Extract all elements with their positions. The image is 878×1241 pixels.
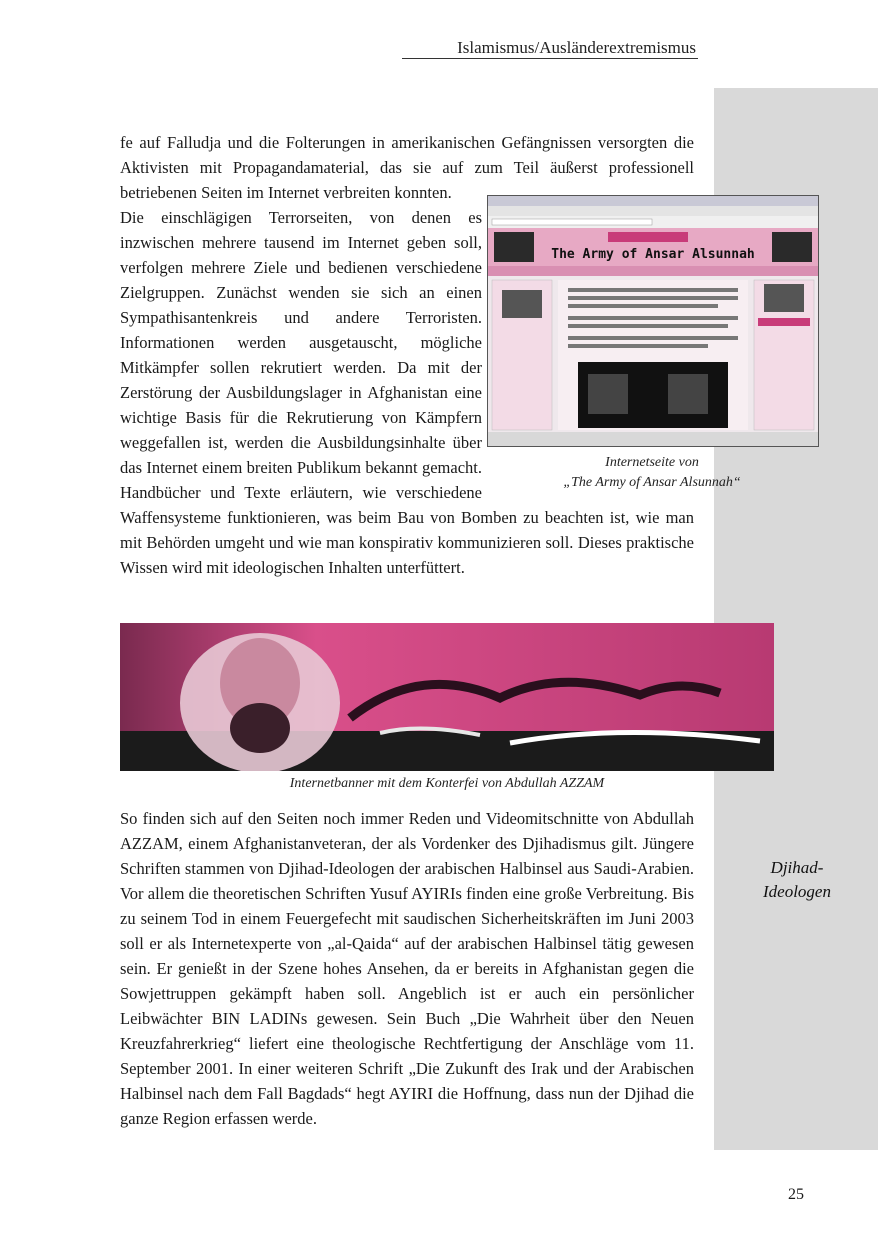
- margin-note: [724, 856, 870, 904]
- figure-1-caption-line1: Internetseite von: [605, 455, 699, 470]
- margin-note-line2: Ideologen: [763, 882, 831, 901]
- figure-2-caption: Internetbanner mit dem Konterfei von Abdullah AZZAM: [289, 776, 605, 791]
- margin-note-line1: Djihad-: [770, 858, 824, 877]
- paragraph-3: So finden sich auf den Seiten noch immer Reden und Videomitschnitte von Abdullah AZZAM, einem Afghanistanveteran, der als Vordenker des Djihadismus gilt. Jüngere Schriften stammen von Djihad-Ideologen der arabischen Halbinsel aus Saudi-Arabien. Vor allem die theoretischen Schriften Yusuf AYIRIs finden eine große Verbreitung. Bis zu seinem Tod in einem Feuergefecht mit saudischen Sicherheitskräften im Juni 2003 soll er als Internetexperte von „al-Qaida“ auf der arabischen Halbinsel tätig gewesen sein. Er genießt in der Szene hohes Ansehen, da er bereits in Afghanistan gegen die Sowjettruppen gekämpft haben soll. Angeblich ist er auch ein persönlicher Leibwächter BIN LADINs gewesen. Sein Buch „Die Wahrheit über den Neuen Kreuzfahrerkrieg“ liefert eine theologische Rechtfertigung der Anschläge vom 11. September 2001. In einer weiteren Schrift „Die Zukunft des Irak und der Arabischen Halbinsel nach dem Fall Bagdads“ hegt AYIRI die Hoffnung, dass nun der Djihad die ganze Region erfassen werde.: [120, 809, 694, 1128]
- figure-1-caption: [487, 453, 817, 493]
- azzam-banner: [120, 623, 774, 771]
- website-screenshot: [487, 195, 819, 447]
- header-rule: [402, 58, 698, 59]
- paragraph-1: fe auf Falludja und die Folterungen in amerikanischen Gefängnissen versorgten die Aktivisten mit Propagandamaterial, das sie auf zum Teil äußerst professionell betriebenen Seiten im Internet verbreiten konnten.: [120, 133, 694, 202]
- website-screenshot-graphic: [488, 196, 818, 446]
- screenshot-site-title: The Army of Ansar Alsunnah: [551, 247, 755, 262]
- figure-1-caption-line2: „The Army of Ansar Alsunnah“: [563, 475, 741, 490]
- azzam-banner-graphic: [120, 623, 774, 771]
- paragraph-2-text: Die einschlägigen Terrorseiten, von denen es inzwischen mehrere tausend im Internet geben soll, verfolgen mehrere Ziele und bedienen verschiedene Zielgruppen. Zunächst wenden sie sich an einen Sympathisantenkreis und andere Terroristen. Informationen werden ausgetauscht, mögliche Mitkämpfer sollen rekrutiert werden. Da mit der Zerstörung der Ausbildungslager in Afghanistan eine wichtige Basis für die Rekrutierung von Kämpfern weggefallen ist, werden die Ausbildungsinhalte über das Internet einem breiten Publikum bekannt gemacht. Handbücher und Texte erläutern, wie verschiedene Waffensysteme funktionieren, was beim Bau von Bomben zu beachten ist, wie man mit Behörden umgeht und wie man konspirativ kommunizieren soll. Dieses praktische Wissen wird mit ideologischen Inhalten unterfüttert.: [120, 208, 694, 577]
- running-header: Islamismus/Ausländerextremismus: [457, 38, 696, 57]
- page-number: 25: [788, 1186, 804, 1203]
